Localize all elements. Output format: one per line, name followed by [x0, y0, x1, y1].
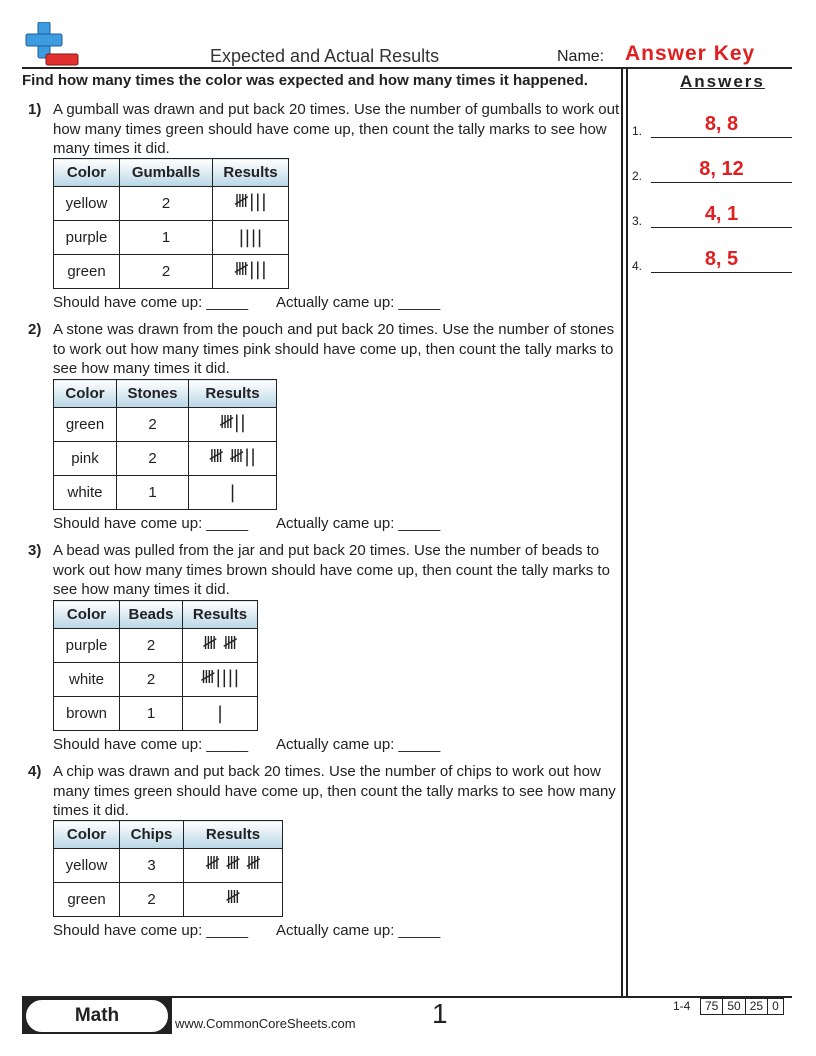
question-text: A stone was drawn from the pouch and put back 20 times. Use the number of stones to work out how many times pink should have come up, then count the tally marks to see how many times it did.	[53, 321, 615, 377]
answer-value: 8, 8	[704, 113, 739, 135]
table-row	[54, 255, 289, 289]
actually-came-label: Actually came up: _____	[276, 736, 441, 753]
column-header: Color	[54, 159, 120, 187]
table-row	[54, 476, 277, 510]
answer-number: 3.	[632, 214, 643, 228]
tally-cell: |	[189, 476, 277, 510]
column-header: Results	[184, 821, 283, 849]
table-row	[54, 629, 258, 663]
count-cell: 1	[117, 476, 189, 510]
color-cell: white	[54, 476, 117, 510]
tally-cell: 𝍸||||	[183, 663, 258, 697]
count-cell: 2	[120, 663, 183, 697]
column-divider	[626, 67, 628, 996]
column-header: Chips	[120, 821, 184, 849]
table-row	[54, 663, 258, 697]
page-number: 1	[432, 998, 448, 1029]
should-have-label: Should have come up: _____	[53, 922, 249, 939]
page-title: Expected and Actual Results	[210, 46, 440, 66]
count-cell: 2	[120, 629, 183, 663]
question-number: 2)	[28, 321, 42, 338]
score-cell: 0	[772, 999, 779, 1013]
tally-cell: 𝍸 𝍸	[183, 629, 258, 663]
column-header: Stones	[117, 380, 189, 408]
subject-badge: Math	[24, 998, 170, 1034]
score-cell: 75	[701, 999, 723, 1014]
question-text: A chip was drawn and put back 20 times. Use the number of chips to work out how many times green should have come up, then count the tally marks to see how many times it did.	[53, 763, 616, 819]
score-cell: 50	[723, 999, 745, 1014]
answer-line	[651, 272, 792, 273]
question-number: 1)	[28, 101, 42, 118]
count-cell: 2	[120, 883, 184, 917]
count-cell: 3	[120, 849, 184, 883]
table-row	[54, 408, 277, 442]
color-cell: white	[54, 663, 120, 697]
table-row	[54, 187, 289, 221]
answer-number: 4.	[632, 259, 643, 273]
table-row	[54, 883, 283, 917]
column-header: Results	[183, 601, 258, 629]
results-table	[53, 600, 258, 731]
actually-came-label: Actually came up: _____	[276, 515, 441, 532]
column-header: Beads	[120, 601, 183, 629]
answer-line	[651, 137, 792, 138]
column-divider	[621, 67, 623, 996]
question-number: 4)	[28, 763, 42, 780]
score-box	[700, 998, 784, 1015]
color-cell: green	[54, 408, 117, 442]
color-cell: purple	[54, 221, 120, 255]
answer-number: 2.	[632, 169, 643, 183]
answer-line	[651, 227, 792, 228]
actually-came-label: Actually came up: _____	[276, 922, 441, 939]
answers-heading: Answers	[680, 72, 765, 91]
color-cell: yellow	[54, 187, 120, 221]
table-row	[54, 221, 289, 255]
table-row	[54, 697, 258, 731]
count-cell: 2	[120, 187, 213, 221]
answer-line	[651, 182, 792, 183]
count-cell: 1	[120, 221, 213, 255]
tally-cell: 𝍸 𝍸||	[189, 442, 277, 476]
count-cell: 1	[120, 697, 183, 731]
question-text: A gumball was drawn and put back 20 times. Use the number of gumballs to work out how many times green should have come up, then count the tally marks to see how many times it did.	[53, 101, 620, 157]
answer-value: 8, 5	[704, 248, 739, 270]
score-cell: 25	[746, 999, 768, 1014]
color-cell: green	[54, 883, 120, 917]
answer-row	[632, 159, 792, 183]
should-have-label: Should have come up: _____	[53, 294, 249, 311]
column-header: Results	[189, 380, 277, 408]
website-link[interactable]: www.CommonCoreSheets.com	[175, 1016, 356, 1031]
actually-came-label: Actually came up: _____	[276, 294, 441, 311]
tally-cell: |	[183, 697, 258, 731]
column-header: Color	[54, 380, 117, 408]
column-header: Gumballs	[120, 159, 213, 187]
header-divider	[22, 67, 792, 69]
count-cell: 2	[120, 255, 213, 289]
results-table	[53, 820, 283, 917]
plus-minus-logo-icon	[24, 22, 80, 68]
tally-cell: 𝍸|||	[213, 187, 289, 221]
answer-row	[632, 114, 792, 138]
tally-cell: ||||	[213, 221, 289, 255]
color-cell: pink	[54, 442, 117, 476]
tally-cell: 𝍸||	[189, 408, 277, 442]
tally-cell: 𝍸|||	[213, 255, 289, 289]
column-header: Color	[54, 821, 120, 849]
answer-number: 1.	[632, 124, 643, 138]
should-have-label: Should have come up: _____	[53, 736, 249, 753]
count-cell: 2	[117, 442, 189, 476]
results-table	[53, 158, 289, 289]
question-text: A bead was pulled from the jar and put back 20 times. Use the number of beads to work out how many times brown should have come up, then count the tally marks to see how many times it did.	[53, 542, 610, 598]
should-have-label: Should have come up: _____	[53, 515, 249, 532]
answer-row	[632, 204, 792, 228]
answer-value: 8, 12	[699, 158, 744, 180]
instructions: Find how many times the color was expected and how many times it happened.	[22, 72, 588, 89]
answer-key-label: Answer Key	[625, 42, 756, 65]
results-table	[53, 379, 277, 510]
color-cell: purple	[54, 629, 120, 663]
tally-cell: 𝍸	[184, 883, 283, 917]
color-cell: green	[54, 255, 120, 289]
answer-value: 4, 1	[704, 203, 739, 225]
tally-cell: 𝍸 𝍸 𝍸	[184, 849, 283, 883]
color-cell: brown	[54, 697, 120, 731]
column-header: Results	[213, 159, 289, 187]
table-row	[54, 442, 277, 476]
color-cell: yellow	[54, 849, 120, 883]
table-row	[54, 849, 283, 883]
name-label: Name:	[557, 48, 605, 65]
column-header: Color	[54, 601, 120, 629]
answer-row	[632, 249, 792, 273]
question-number: 3)	[28, 542, 42, 559]
score-range: 1-4	[673, 999, 691, 1013]
count-cell: 2	[117, 408, 189, 442]
